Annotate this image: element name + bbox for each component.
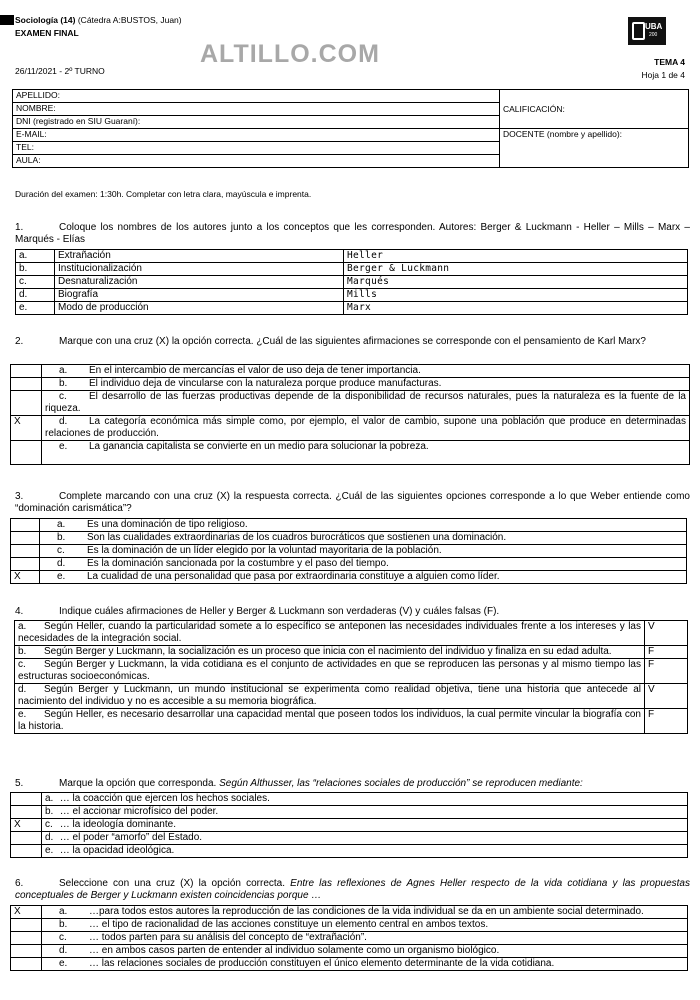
q6-letter: c.	[59, 932, 67, 943]
table-row	[11, 845, 688, 858]
q4-statement-cell	[15, 659, 645, 684]
q2-option	[42, 378, 690, 391]
q2-option-text: El desarrollo de las fuerzas productivas depende de la disponibilidad de recursos naturales, pues la naturaleza es la fuente de la riqueza.	[45, 391, 686, 414]
q5-mark[interactable]: X	[11, 819, 42, 832]
table-row	[16, 289, 688, 302]
table-row	[11, 365, 690, 378]
q1-answer[interactable]: Mills	[344, 289, 688, 302]
q3-number: 3.	[15, 491, 24, 502]
q6-letter: b.	[59, 919, 68, 930]
q2-text: Marque con una cruz (X) la opción correcta. ¿Cuál de las siguientes afirmaciones se corresponde con el pensamiento de Karl Marx?	[59, 336, 646, 347]
tel-field[interactable]: TEL:	[13, 142, 500, 155]
table-row	[11, 819, 688, 832]
table-row	[11, 806, 688, 819]
q5-letter: e.	[45, 845, 54, 856]
q6-option	[42, 919, 688, 932]
q5-option-text: … la coacción que ejercen los hechos sociales.	[59, 793, 270, 804]
q4-answer[interactable]: F	[645, 709, 688, 734]
q6-option	[42, 945, 688, 958]
q3-mark[interactable]	[11, 545, 40, 558]
q3-text: Complete marcando con una cruz (X) la respuesta correcta. ¿Cuál de las siguientes opciones corresponde a lo que Weber entiende como “dominación carismática”?	[15, 491, 690, 514]
table-row	[11, 793, 688, 806]
q4-statement	[15, 606, 690, 618]
q6-number: 6.	[15, 878, 24, 889]
q4-statement-text: Según Heller, es necesario desarrollar una capacidad mental que poseen todos los individuos, la cual permite vincular la biografía con la historia.	[18, 709, 641, 732]
q5-number: 5.	[15, 778, 24, 789]
uba-logo-sub: 200	[649, 32, 658, 38]
calificacion-label: CALIFICACIÓN:	[503, 104, 565, 114]
q1-letter: a.	[16, 250, 55, 263]
aula-field[interactable]: AULA:	[13, 155, 500, 168]
q4-answer[interactable]: V	[645, 621, 688, 646]
table-row	[16, 250, 688, 263]
q6-option	[42, 958, 688, 971]
q5-text: Marque la opción que corresponda.	[59, 778, 217, 789]
q2-letter: a.	[59, 365, 68, 376]
q6-table	[10, 905, 688, 971]
q3-letter: c.	[57, 545, 65, 556]
instructions: Duración del examen: 1:30h. Completar con letra clara, mayúscula e imprenta.	[15, 189, 312, 199]
q6-text: Seleccione con una cruz (X) la opción correcta.	[59, 878, 286, 889]
q1-concept: Modo de producción	[55, 302, 344, 315]
q3-option	[40, 532, 687, 545]
table-row	[11, 532, 687, 545]
q2-option-text: El individuo deja de vincularse con la naturaleza porque produce manufacturas.	[89, 378, 442, 389]
table-row	[16, 302, 688, 315]
q6-statement	[15, 878, 690, 902]
q1-letter: e.	[16, 302, 55, 315]
q2-mark[interactable]	[11, 378, 42, 391]
q4-number: 4.	[15, 606, 24, 617]
q3-mark[interactable]	[11, 532, 40, 545]
q5-letter: c.	[45, 819, 53, 830]
docente-field[interactable]	[500, 129, 689, 168]
email-field[interactable]: E-MAIL:	[13, 129, 500, 142]
q3-option	[40, 571, 687, 584]
q2-option-text: La categoría económica más simple como, por ejemplo, el valor de cambio, supone una población que produce en determinadas relaciones de producción.	[45, 416, 686, 439]
q1-letter: b.	[16, 263, 55, 276]
docente-label: DOCENTE (nombre y apellido):	[503, 129, 623, 139]
uba-logo	[628, 17, 666, 45]
q6-letter: e.	[59, 958, 68, 969]
table-row	[15, 621, 688, 646]
q5-mark[interactable]	[11, 806, 42, 819]
q4-statement-cell	[15, 646, 645, 659]
q2-option	[42, 365, 690, 378]
q1-answer[interactable]: Marx	[344, 302, 688, 315]
q6-option-text: … las relaciones sociales de producción constituyen el único elemento determinante de la vida cotidiana.	[89, 958, 555, 969]
q4-statement-cell	[15, 684, 645, 709]
q2-option	[42, 441, 690, 465]
q4-answer[interactable]: F	[645, 646, 688, 659]
q5-letter: a.	[45, 793, 54, 804]
tema: TEMA 4	[654, 57, 685, 67]
q4-letter: e.	[18, 709, 27, 720]
q4-text: Indique cuáles afirmaciones de Heller y Berger & Luckmann son verdaderas (V) y cuáles falsas (F).	[59, 606, 500, 617]
q5-table	[10, 792, 688, 858]
q5-option-text: … la ideología dominante.	[59, 819, 176, 830]
dni-field[interactable]: DNI (registrado en SIU Guaraní):	[13, 116, 500, 129]
q5-letter: d.	[45, 832, 54, 843]
table-row	[16, 263, 688, 276]
q2-number: 2.	[15, 336, 24, 347]
table-row	[11, 391, 690, 416]
q1-concept: Desnaturalización	[55, 276, 344, 289]
table-row	[11, 919, 688, 932]
q2-option-text: En el intercambio de mercancías el valor de uso deja de tener importancia.	[89, 365, 421, 376]
q3-option	[40, 558, 687, 571]
q5-option	[42, 819, 688, 832]
q6-option-text: … en ambos casos parten de entender al individuo solamente como un organismo biológico.	[89, 945, 500, 956]
student-form	[12, 89, 689, 168]
table-row	[11, 519, 687, 532]
q1-table	[15, 249, 688, 315]
q5-option-text: … la opacidad ideológica.	[59, 845, 175, 856]
q4-table	[14, 620, 688, 734]
table-row	[11, 441, 690, 465]
q6-option	[42, 906, 688, 919]
q2-mark[interactable]	[11, 365, 42, 378]
table-row	[15, 709, 688, 734]
table-row	[11, 906, 688, 919]
q5-statement	[15, 778, 690, 790]
hoja: Hoja 1 de 4	[641, 70, 685, 80]
q1-text: Coloque los nombres de los autores junto a los conceptos que les corresponden. Autores: Berger & Luckmann - Heller – Mills – Marx – Marqués - Elías	[15, 222, 690, 245]
table-row	[11, 832, 688, 845]
q6-mark[interactable]	[11, 919, 42, 932]
q2-table	[10, 364, 690, 465]
q6-option	[42, 932, 688, 945]
table-row	[11, 378, 690, 391]
q2-option-text: La ganancia capitalista se convierte en un medio para solucionar la pobreza.	[89, 441, 429, 452]
q4-answer[interactable]: F	[645, 659, 688, 684]
q4-statement-cell	[15, 621, 645, 646]
q3-option-text: Es la dominación de un líder elegido por la voluntad mayoritaria de la población.	[87, 545, 442, 556]
q1-number: 1.	[15, 222, 24, 233]
q5-option	[42, 793, 688, 806]
q4-letter: d.	[18, 684, 27, 695]
table-row	[11, 945, 688, 958]
q4-statement-text: Según Berger y Luckmann, la socialización es un proceso que inicia con el nacimiento del individuo y finaliza en su edad adulta.	[44, 646, 612, 657]
nombre-field[interactable]: NOMBRE:	[13, 103, 500, 116]
q3-mark[interactable]	[11, 519, 40, 532]
q5-option	[42, 845, 688, 858]
table-row	[16, 276, 688, 289]
q3-option-text: Son las cualidades extraordinarias de los cuadros burocráticos que sostienen una dominación.	[87, 532, 507, 543]
q5-mark[interactable]	[11, 845, 42, 858]
q4-letter: a.	[18, 621, 27, 632]
uba-logo-emblem	[632, 22, 645, 40]
q5-italic: Según Althusser, las “relaciones sociales de producción” se reproducen mediante:	[219, 778, 583, 789]
q1-answer[interactable]: Berger & Luckmann	[344, 263, 688, 276]
table-row	[11, 958, 688, 971]
q3-option-text: Es una dominación de tipo religioso.	[87, 519, 248, 530]
q3-option-text: Es la dominación sancionada por la costumbre y el paso del tiempo.	[87, 558, 389, 569]
q3-table	[10, 518, 687, 584]
q4-answer[interactable]: V	[645, 684, 688, 709]
course-name: Sociología (14)	[15, 15, 76, 25]
q4-statement-text: Según Heller, cuando la particularidad somete a lo específico se anteponen las necesidades individuales frente a los intereses y las necesidades de la integración social.	[18, 621, 641, 644]
q2-mark[interactable]	[11, 391, 42, 416]
catedra: (Cátedra A:BUSTOS, Juan)	[77, 15, 182, 25]
q6-mark[interactable]	[11, 958, 42, 971]
q3-option-text: La cualidad de una personalidad que pasa por extraordinaria constituye a alguien como líder.	[87, 571, 500, 582]
q5-letter: b.	[45, 806, 54, 817]
table-row	[15, 646, 688, 659]
table-row	[15, 659, 688, 684]
q2-letter: d.	[59, 416, 68, 427]
q1-letter: d.	[16, 289, 55, 302]
q3-letter: e.	[57, 571, 66, 582]
watermark: ALTILLO.COM	[200, 40, 380, 68]
q1-concept: Biografía	[55, 289, 344, 302]
table-row	[11, 558, 687, 571]
q2-mark[interactable]: X	[11, 416, 42, 441]
q6-mark[interactable]: X	[11, 906, 42, 919]
q2-letter: e.	[59, 441, 68, 452]
q3-mark[interactable]: X	[11, 571, 40, 584]
uba-logo-text: UBA	[645, 22, 663, 31]
q3-letter: b.	[57, 532, 66, 543]
q2-letter: b.	[59, 378, 68, 389]
q2-option	[42, 391, 690, 416]
q5-option-text: … el poder “amorfo” del Estado.	[59, 832, 203, 843]
course-line	[15, 15, 182, 25]
q1-answer[interactable]: Heller	[344, 250, 688, 263]
q5-mark[interactable]	[11, 832, 42, 845]
q6-option-text: … el tipo de racionalidad de las acciones constituye un elemento central en ambos textos.	[89, 919, 489, 930]
q6-option-text: …para todos estos autores la reproducción de las condiciones de la vida individual se da en un ambiente social determinado.	[89, 906, 644, 917]
apellido-field[interactable]: APELLIDO:	[13, 90, 500, 103]
q6-mark[interactable]	[11, 932, 42, 945]
table-row	[15, 684, 688, 709]
calificacion-field[interactable]	[500, 90, 689, 129]
q3-letter: d.	[57, 558, 66, 569]
exam-title: EXAMEN FINAL	[15, 28, 79, 38]
q1-concept: Extrañación	[55, 250, 344, 263]
q3-mark[interactable]	[11, 558, 40, 571]
q2-option	[42, 416, 690, 441]
table-row	[11, 571, 687, 584]
q4-statement-cell	[15, 709, 645, 734]
q1-concept: Institucionalización	[55, 263, 344, 276]
q4-letter: c.	[18, 659, 26, 670]
q6-letter: d.	[59, 945, 68, 956]
q4-statement-text: Según Berger y Luckmann, la vida cotidiana es el conjunto de actividades en que se reproducen las personas y al mismo tiempo las estructuras socioeconómicas.	[18, 659, 641, 682]
q4-letter: b.	[18, 646, 27, 657]
q5-option-text: … el accionar microfísico del poder.	[59, 806, 219, 817]
q5-option	[42, 806, 688, 819]
q6-mark[interactable]	[11, 945, 42, 958]
q1-letter: c.	[16, 276, 55, 289]
q4-statement-text: Según Berger y Luckmann, un mundo institucional se experimenta como realidad objetiva, tiene una historia que antecede al nacimiento del individuo y no es accesible a su memoria biográfica.	[18, 684, 641, 707]
exam-date: 26/11/2021 - 2º TURNO	[15, 66, 105, 76]
q2-mark[interactable]	[11, 441, 42, 465]
q1-statement	[15, 222, 690, 246]
q3-statement	[15, 491, 690, 515]
q6-letter: a.	[59, 906, 68, 917]
q5-option	[42, 832, 688, 845]
q5-mark[interactable]	[11, 793, 42, 806]
q6-italic: Entre las reflexiones de Agnes Heller respecto de la vida cotidiana y las propuestas conceptuales de Berger y Luckmann existen coincidencias porque …	[15, 878, 690, 901]
q3-option	[40, 545, 687, 558]
table-row	[11, 545, 687, 558]
q3-letter: a.	[57, 519, 66, 530]
corner-mark	[0, 15, 14, 25]
q3-option	[40, 519, 687, 532]
q2-letter: c.	[59, 391, 67, 402]
q6-option-text: … todos parten para su análisis del concepto de “extrañación”.	[89, 932, 367, 943]
q2-statement	[15, 336, 690, 348]
q1-answer[interactable]: Marqués	[344, 276, 688, 289]
table-row	[11, 932, 688, 945]
table-row	[11, 416, 690, 441]
